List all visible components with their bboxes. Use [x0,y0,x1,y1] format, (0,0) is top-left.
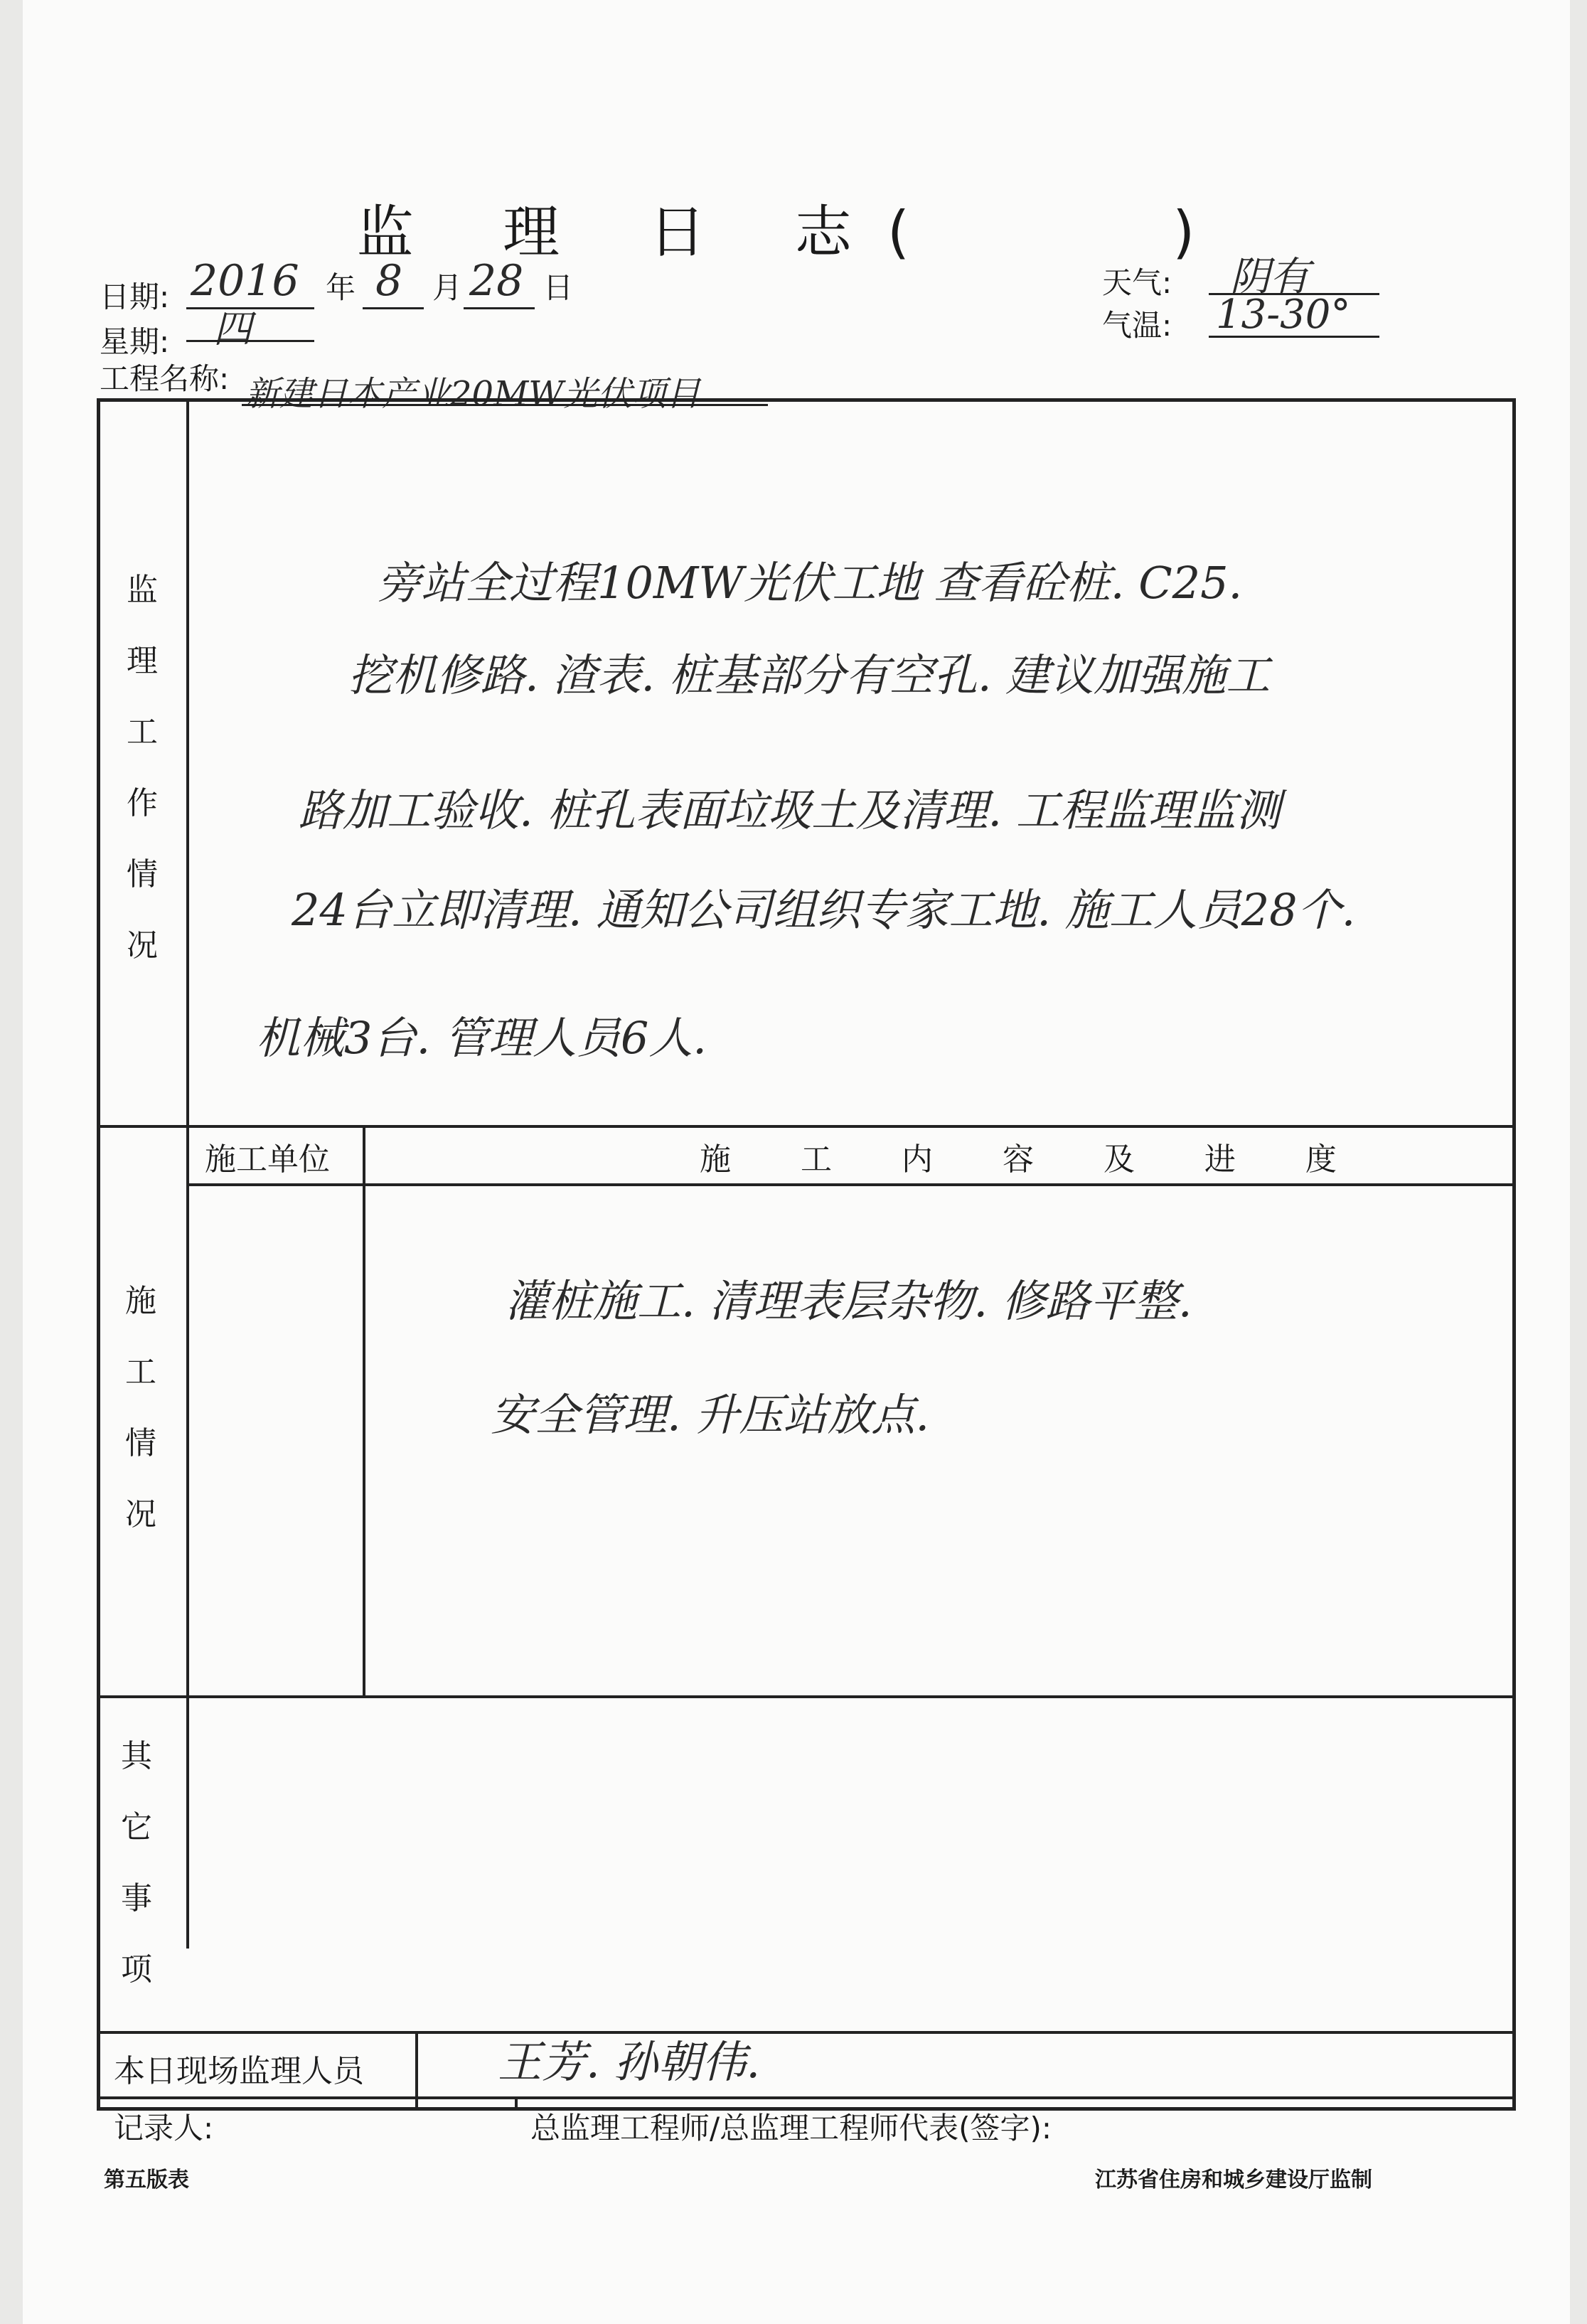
issuer: 江苏省住房和城乡建设厅监制 [1095,2168,1372,2192]
title-paren-close: ) [1172,199,1231,265]
construction-line-2: 安全管理. 升压站放点. [491,1389,930,1441]
weather-value: 阴有 [1230,254,1310,300]
project-label: 工程名称: [100,361,230,396]
month-suffix: 月 [432,270,463,305]
divider-supervision [97,1125,1516,1128]
weekday-label: 星期: [100,324,170,359]
supervision-line-3: 路加工验收. 桩孔表面垃圾土及清理. 工程监理监测 [299,784,1281,836]
title-text: 监 理 日 志 [356,199,887,265]
day-suffix: 日 [543,270,574,305]
sign-divider [515,2096,518,2111]
title-paren-open: ( [887,199,946,265]
label-column-divider [186,398,189,1949]
weather-label: 天气: [1102,265,1172,300]
supervision-line-1: 旁站全过程10MW光伏工地 查看砼桩. C25. [377,557,1243,609]
date-label: 日期: [100,279,170,314]
date-day-underline [464,307,535,309]
date-day: 28 [469,256,524,306]
other-section-label: 其 它 事 项 [121,1738,152,1988]
supervision-line-2: 挖机修路. 渣表. 桩基部分有空孔. 建议加强施工 [348,649,1271,701]
date-month: 8 [375,256,403,306]
staff-label: 本日现场监理人员 [114,2053,364,2089]
project-name: 新建日本产业20MW光伏项目 [245,374,700,414]
weekday-underline [186,340,314,342]
divider-construction-header [186,1183,1516,1186]
temperature-underline [1209,336,1379,338]
construction-content-header: 施 工 内 容 及 进 度 [700,1141,1367,1178]
date-month-underline [363,307,424,309]
form-version: 第五版表 [104,2168,189,2192]
construction-section-label: 施 工 情 况 [125,1283,156,1533]
construction-line-1: 灌桩施工. 清理表层杂物. 修路平整. [505,1275,1192,1327]
date-year: 2016 [191,256,299,306]
year-suffix: 年 [326,270,356,305]
temperature-value: 13-30° [1216,292,1351,338]
divider-staff [97,2096,1516,2099]
supervision-line-5: 机械3台. 管理人员6人. [256,1012,707,1064]
supervision-section-label: 监 理 工 作 情 况 [127,572,158,964]
divider-construction [97,1695,1516,1698]
temperature-label: 气温: [1102,308,1172,343]
divider-other [97,2031,1516,2034]
chief-engineer-label: 总监理工程师/总监理工程师代表(签字): [530,2111,1052,2146]
construction-unit-header: 施工单位 [205,1141,330,1178]
weekday-value: 四 [213,307,252,351]
supervision-line-4: 24台立即清理. 通知公司组织专家工地. 施工人员28个. [292,884,1356,936]
recorder-label: 记录人: [114,2111,214,2146]
construction-unit-divider [363,1125,365,1697]
staff-names: 王芳. 孙朝伟. [498,2036,761,2088]
